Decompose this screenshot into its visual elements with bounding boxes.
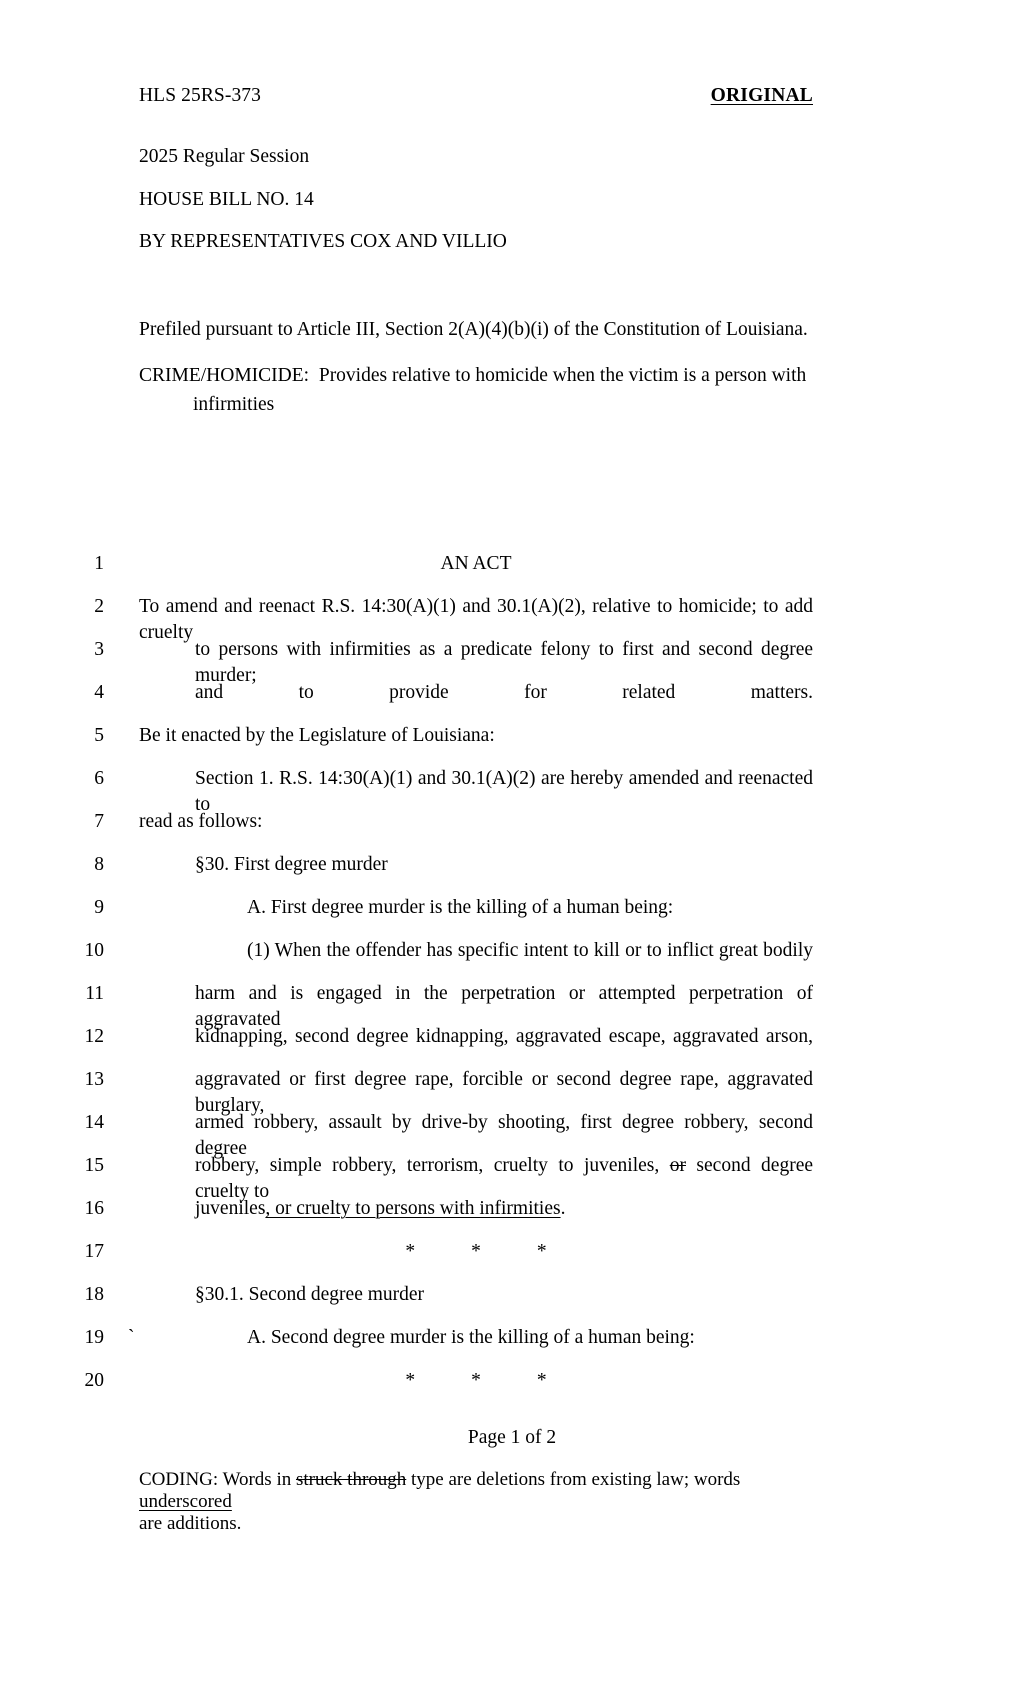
bill-line: [0, 1196, 1024, 1239]
line-text: harm and is engaged in the perpetration or attempted perpetration of aggravated: [195, 983, 813, 1030]
plain-text: juveniles: [195, 1198, 266, 1219]
page-number-label: Page 1 of 2: [467, 1427, 557, 1448]
sponsors-label: BY REPRESENTATIVES COX AND VILLIO: [139, 231, 507, 252]
line-number: 13: [84, 1069, 104, 1090]
bill-line: [0, 895, 1024, 938]
coding-suffix: are additions.: [139, 1513, 242, 1534]
bill-line: [0, 1067, 1024, 1116]
line-text: A. First degree murder is the killing of a human being:: [247, 897, 674, 918]
plain-text: .: [560, 1198, 566, 1219]
line-number: 5: [94, 725, 104, 746]
line-text: [139, 1239, 813, 1265]
line-text: §30. First degree murder: [195, 854, 388, 875]
line-number: 2: [94, 596, 104, 617]
plain-text: robbery, simple robbery, terrorism, cruelty to juveniles,: [195, 1155, 670, 1176]
line-text: armed robbery, assault by drive-by shooting, first degree robbery, second degree: [195, 1112, 813, 1159]
line-text: to persons with infirmities as a predicate felony to first and second degree murder;: [195, 639, 813, 686]
abstract-spacer: [309, 365, 319, 386]
line-number: 20: [84, 1370, 104, 1391]
bill-line: [0, 981, 1024, 1030]
coding-middle: type are deletions from existing law; words: [406, 1469, 741, 1490]
abstract-subject: CRIME/HOMICIDE:: [139, 365, 310, 386]
line-number: 1: [94, 553, 104, 574]
bill-number-label: HOUSE BILL NO. 14: [139, 188, 314, 210]
bill-intro-block: [139, 144, 829, 255]
prefiled-note: Prefiled pursuant to Article III, Section 2(A)(4)(b)(i) of the Constitution of Louisiana.: [139, 319, 808, 340]
line-number: 3: [94, 639, 104, 660]
line-text: kidnapping, second degree kidnapping, aggravated escape, aggravated arson,: [195, 1026, 813, 1047]
line-text: To amend and reenact R.S. 14:30(A)(1) and 30.1(A)(2), relative to homicide; to add cruelty: [139, 596, 813, 643]
line-number: 10: [84, 940, 104, 961]
line-number: 12: [84, 1026, 104, 1047]
document-header: [139, 83, 813, 109]
line-number: 11: [85, 983, 104, 1004]
bill-line: [0, 723, 1024, 766]
bill-body-lines: [0, 551, 1024, 1411]
line-text: Section 1. R.S. 14:30(A)(1) and 30.1(A)(2) are hereby amended and reenacted to: [195, 768, 813, 815]
abstract-text: Provides relative to homicide when the victim is a person with: [318, 365, 807, 386]
asterisk-mark: *: [471, 1370, 481, 1391]
line-number: 18: [84, 1284, 104, 1305]
bill-line: [0, 938, 1024, 981]
line-number: 4: [94, 682, 104, 703]
line-text: Be it enacted by the Legislature of Louisiana:: [139, 725, 495, 746]
asterisk-mark: *: [471, 1241, 481, 1262]
bill-line: [0, 1024, 1024, 1067]
line-text: A. Second degree murder is the killing of a human being:: [247, 1327, 695, 1348]
bill-line: [0, 1325, 1024, 1368]
plain-text: second degree cruelty to: [195, 1155, 814, 1202]
line-text: aggravated or first degree rape, forcible or second degree rape, aggravated burglary,: [195, 1069, 813, 1116]
line-number: 6: [94, 768, 104, 789]
bill-line: [0, 1153, 1024, 1202]
line-number: 7: [94, 811, 104, 832]
bill-abstract: [139, 361, 813, 419]
line-number: 14: [84, 1112, 104, 1133]
line-number: 8: [94, 854, 104, 875]
document-id: HLS 25RS-373: [139, 85, 262, 106]
line-text: read as follows:: [139, 811, 263, 832]
bill-line: [0, 852, 1024, 895]
line-text: §30.1. Second degree murder: [195, 1284, 425, 1305]
coding-deleted-sample: struck through: [295, 1469, 407, 1490]
line-number: 19: [84, 1327, 104, 1348]
session-label: 2025 Regular Session: [139, 146, 310, 167]
abstract-continuation: infirmities: [193, 394, 275, 415]
bill-line: [0, 680, 1024, 723]
abstract-first-line: [139, 361, 813, 390]
coding-added-sample: underscored: [139, 1491, 232, 1512]
inserted-text: , or cruelty to persons with infirmities: [265, 1198, 561, 1219]
bill-line: [0, 1239, 1024, 1282]
bill-line: [0, 551, 1024, 594]
line-text: AN ACT: [440, 553, 512, 574]
bill-line: [0, 637, 1024, 686]
section-break-asterisks: [139, 1239, 813, 1265]
line-text: [139, 1368, 813, 1394]
bill-line: [0, 1368, 1024, 1411]
line-text: and to provide for related matters.: [195, 682, 813, 703]
coding-prefix: CODING: Words in: [139, 1469, 296, 1490]
bill-line: [0, 594, 1024, 643]
asterisk-mark: *: [536, 1370, 547, 1391]
coding-legend: [139, 1469, 829, 1535]
asterisk-mark: *: [536, 1241, 547, 1262]
stray-backtick-mark: `: [128, 1327, 135, 1348]
line-text: (1) When the offender has specific intent to kill or to inflict great bodily: [247, 940, 813, 961]
line-number: 15: [84, 1155, 104, 1176]
bill-line: [0, 1110, 1024, 1159]
line-number: 16: [84, 1198, 104, 1219]
line-number: 17: [84, 1241, 104, 1262]
asterisk-mark: *: [405, 1370, 416, 1391]
bill-line: [0, 766, 1024, 815]
line-text: [139, 1196, 813, 1222]
deleted-text: or: [669, 1155, 686, 1176]
document-status-label: ORIGINAL: [710, 85, 813, 106]
bill-line: [0, 1282, 1024, 1325]
bill-line: [0, 809, 1024, 852]
section-break-asterisks: [139, 1368, 813, 1394]
line-number: 9: [94, 897, 104, 918]
asterisk-mark: *: [405, 1241, 416, 1262]
